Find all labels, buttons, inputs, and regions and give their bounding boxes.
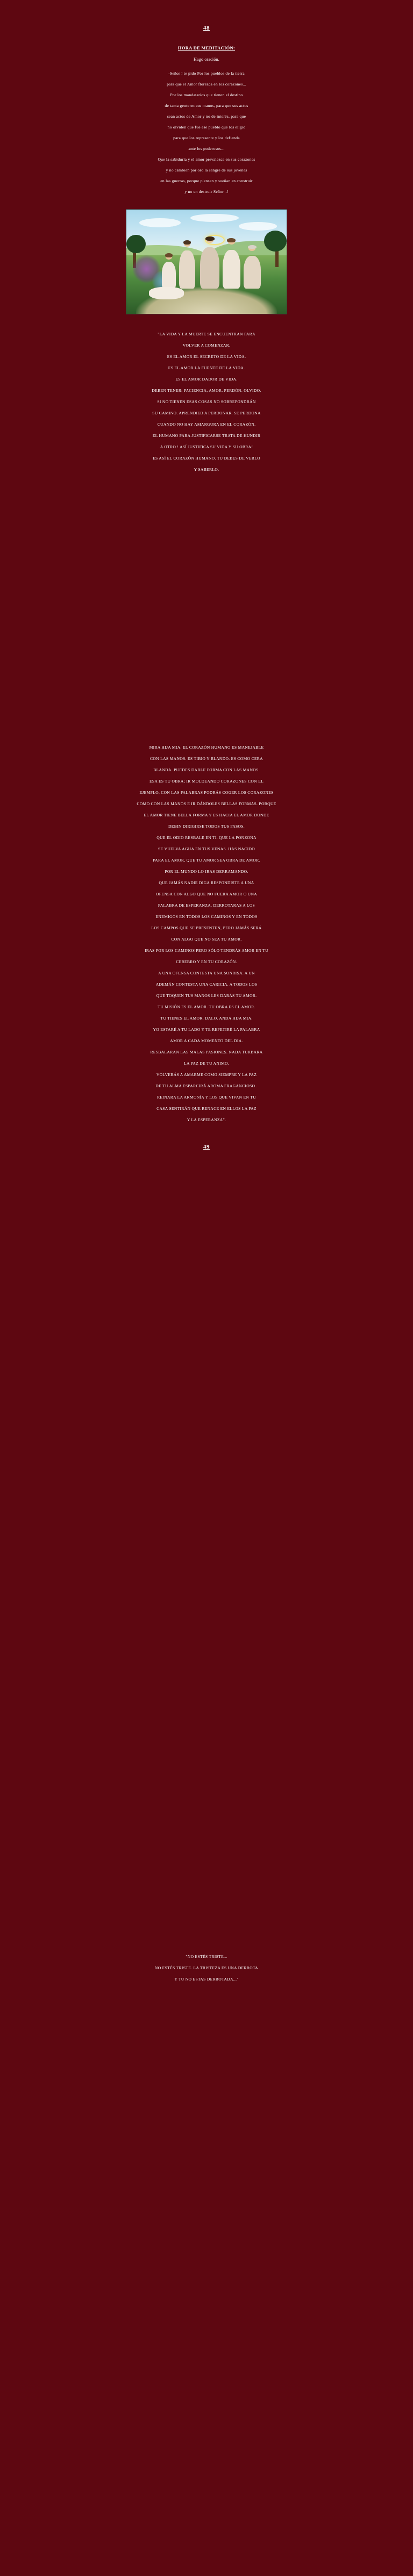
bottom-spacer bbox=[72, 1985, 341, 2006]
prayer-line: no olviden que fue ese pueblo que los eligió bbox=[167, 125, 246, 130]
message-line: ADEMÁN CONTESTA UNA CARICIA. A TODOS LOS bbox=[155, 982, 258, 987]
quote-line: ES EL AMOR LA FUENTE DE LA VIDA. bbox=[168, 365, 245, 370]
quote-line: SI NO TIENEN ESAS COSAS NO SOBREPONDRÁN bbox=[157, 399, 256, 404]
quote-line: SU CAMINO. APRENDIED A PERDONAR. SE PERDONA bbox=[152, 411, 261, 415]
message-line: TU MISIÓN ES EL AMOR. TU OBRA ES EL AMOR. bbox=[158, 1004, 255, 1009]
message-line: IRAS POR LOS CAMINOS PERO SÓLO TENDRÁS AMOR EN TU bbox=[145, 948, 268, 953]
message-line: CON ALGO QUE NO SEA TU AMOR. bbox=[171, 937, 242, 942]
robe-shape bbox=[200, 247, 219, 289]
prayer-line: para que los represente y los defienda bbox=[173, 135, 240, 140]
message-line: YO ESTARÉ A TU LADO Y TE REPETIRÉ LA PALABRA bbox=[153, 1027, 260, 1032]
message-line: CON LAS MANOS. ES TIBIO Y BLANDO. ES COMO CERA bbox=[150, 756, 263, 761]
message-line: QUE TOQUEN TUS MANOS LES DARÁS TU AMOR. bbox=[156, 993, 257, 998]
message-line: QUE EL ODIO RESBALE EN TI. QUE LA PONZOÑA bbox=[156, 835, 257, 840]
cloud-icon bbox=[190, 214, 238, 223]
section-spacer bbox=[72, 1564, 341, 1725]
quote-line: ES EL AMOR EL SECRETO DE LA VIDA. bbox=[167, 354, 246, 359]
illustration-figure bbox=[126, 209, 287, 314]
prayer-line: en las guerras, porque piensan y sueñan en construir bbox=[160, 178, 253, 183]
message-line: POR EL MUNDO LO IRAS DERRAMANDO. bbox=[165, 869, 248, 874]
robe-shape bbox=[149, 287, 184, 299]
message-block bbox=[72, 742, 341, 1125]
section-spacer bbox=[72, 1403, 341, 1564]
closing-line: NO ESTÉS TRISTE. LA TRISTEZA ES UNA DERROTA bbox=[154, 1965, 259, 1970]
message-line: LA PAZ DE TU ANIMO. bbox=[184, 1061, 229, 1066]
cloud-icon bbox=[139, 218, 181, 227]
prayer-line: sean actos de Amor y no de interés, para que bbox=[167, 114, 246, 119]
quote-line: EL HUMANO PARA JUSTIFICARSE TRATA DE HUNDIR bbox=[152, 433, 261, 438]
figure-seated-right bbox=[244, 245, 261, 289]
message-line: DEBIN DIRIGIRSE TODOS TUS PASOS. bbox=[168, 824, 245, 829]
message-line: OFENSA CON ALGO QUE NO FUERA AMOR O UNA bbox=[155, 892, 258, 896]
hair-shape bbox=[183, 240, 191, 245]
section-spacer bbox=[72, 1150, 341, 1403]
robe-shape bbox=[223, 250, 240, 289]
hair-shape bbox=[205, 236, 214, 241]
message-line: QUE JAMÁS NADIE DIGA RESPONDISTE A UNA bbox=[159, 880, 254, 885]
message-line: EL AMOR TIENE BELLA FORMA Y ES HACIA EL AMOR DONDE bbox=[144, 813, 269, 817]
quote-line: "LA VIDA Y LA MUERTE SE ENCUENTRAN PARA bbox=[158, 332, 255, 336]
prayer-line: de tanta gente en sus manos, para que sus actos bbox=[165, 103, 248, 108]
quote-line: ES ASÍ EL CORAZÓN HUMANO. TU DEBES DE VERLO bbox=[153, 456, 260, 461]
message-line: LOS CAMPOS QUE SE PRESENTEN, PERO JAMÁS SERÁ bbox=[151, 925, 262, 930]
message-line: RESBALARAN LAS MALAS PASIONES. NADA TURBARA bbox=[150, 1050, 263, 1054]
closing-block bbox=[72, 1951, 341, 1985]
message-line: REINARA LA ARMONÍA Y LOS QUE VIVAN EN TU bbox=[157, 1095, 256, 1100]
message-line: DE TU ALMA ESPARCIRÁ AROMA FRAGANCIOSO . bbox=[155, 1084, 258, 1088]
prayer-line: Que la sabiduría y el amor prevalezca en sus corazones bbox=[158, 157, 255, 162]
message-line: AMOR A CADA MOMENTO DEL DIA. bbox=[170, 1038, 243, 1043]
closing-line: Y TU NO ESTAS DERROTADA..." bbox=[174, 1977, 239, 1982]
message-line: BLANDA. PUEDES DARLE FORMA CON LAS MANOS. bbox=[153, 767, 260, 772]
prayer-intro: Hago oración. bbox=[194, 57, 219, 62]
quote-line: Y SABERLO. bbox=[194, 467, 219, 472]
figure-reclining bbox=[149, 278, 184, 299]
hair-shape bbox=[165, 253, 173, 257]
figure-standing-right bbox=[223, 239, 240, 289]
page-number-bottom: 49 bbox=[203, 1144, 210, 1150]
section-spacer bbox=[72, 475, 341, 728]
small-spacer bbox=[72, 1125, 341, 1144]
message-line: CASA SENTIRÁN QUE RENACE EN ELLOS LA PAZ bbox=[156, 1106, 257, 1111]
message-line: A UNA OFENSA CONTESTA UNA SONRISA. A UN bbox=[158, 971, 255, 975]
hair-shape bbox=[248, 245, 257, 249]
section-spacer bbox=[72, 1886, 341, 1951]
quote-block bbox=[72, 328, 341, 475]
quote-line: VOLVER A COMENZAR. bbox=[182, 343, 231, 348]
page-content bbox=[72, 0, 341, 2006]
message-line: ENEMIGOS EN TODOS LOS CAMINOS Y EN TODOS bbox=[155, 914, 258, 919]
tree-icon bbox=[126, 235, 146, 254]
spiritual-scene-illustration bbox=[126, 209, 287, 314]
prayer-line: para que el Amor florezca en los corazones... bbox=[167, 82, 246, 87]
quote-line: DEBEN TENER: PACIENCIA, AMOR. PERDÓN. OLVIDO. bbox=[152, 388, 261, 393]
prayer-line: ante los poderosos... bbox=[188, 146, 225, 151]
message-line: Y LA ESPERANZA". bbox=[187, 1117, 226, 1122]
hair-shape bbox=[227, 238, 236, 242]
prayer-line: Por los mandatarios que tienen el destino bbox=[170, 92, 243, 97]
page-number-top: 48 bbox=[203, 25, 210, 31]
figure-central bbox=[200, 236, 219, 289]
message-line: EJEMPLO, CON LAS PALABRAS PODRÁS COGER LOS CORAZONES bbox=[139, 790, 274, 795]
tree-icon bbox=[264, 231, 287, 252]
message-line: PALABRA DE ESPERANZA. DERROTARAS A LOS bbox=[158, 903, 255, 908]
message-line: TU TIENES EL AMOR. DALO. ANDA HIJA MIA. bbox=[160, 1016, 253, 1021]
message-line: MIRA HIJA MIA, EL CORAZÓN HUMANO ES MANEJABLE bbox=[149, 745, 264, 750]
message-line: CEREBRO Y EN TU CORAZÓN. bbox=[176, 959, 237, 964]
message-line: COMO CON LAS MANOS E IR DÁNDOLES BELLAS FORMAS. PORQUE bbox=[137, 801, 276, 806]
quote-line: CUANDO NO HAY AMARGURA EN EL CORAZÓN. bbox=[157, 422, 256, 427]
closing-line: "NO ESTÉS TRISTE... bbox=[186, 1954, 227, 1959]
cloud-icon bbox=[239, 222, 277, 231]
quote-line: ES EL AMOR DADOR DE VIDA. bbox=[175, 377, 238, 382]
prayer-line: -Señor ! te pido Por los pueblos de la tierra bbox=[168, 71, 245, 76]
section-title: HORA DE MEDITACIÓN: bbox=[177, 45, 236, 51]
prayer-line: y no cambien por oro la sangre de sus jovenes bbox=[166, 168, 247, 173]
robe-shape bbox=[244, 256, 261, 289]
message-line: SE VUELVA AGUA EN TUS VENAS. HAS NACIDO bbox=[158, 846, 255, 851]
prayer-line: y no en destruir Señor...! bbox=[184, 189, 229, 194]
message-line: PARA EL AMOR, QUE TU AMOR SEA OBRA DE AMOR. bbox=[153, 858, 260, 863]
page-top-spacer bbox=[72, 0, 341, 25]
message-line: VOLVERÁS A AMARME COMO SIEMPRE Y LA PAZ bbox=[156, 1072, 257, 1077]
section-spacer bbox=[72, 1725, 341, 1886]
quote-line: A OTRO ! ASÍ JUSTIFICA SU VIDA Y SU OBRA! bbox=[160, 444, 253, 449]
prayer-block bbox=[72, 68, 341, 197]
message-line: ESA ES TU OBRA; IR MOLDEANDO CORAZONES CON EL bbox=[149, 779, 264, 784]
